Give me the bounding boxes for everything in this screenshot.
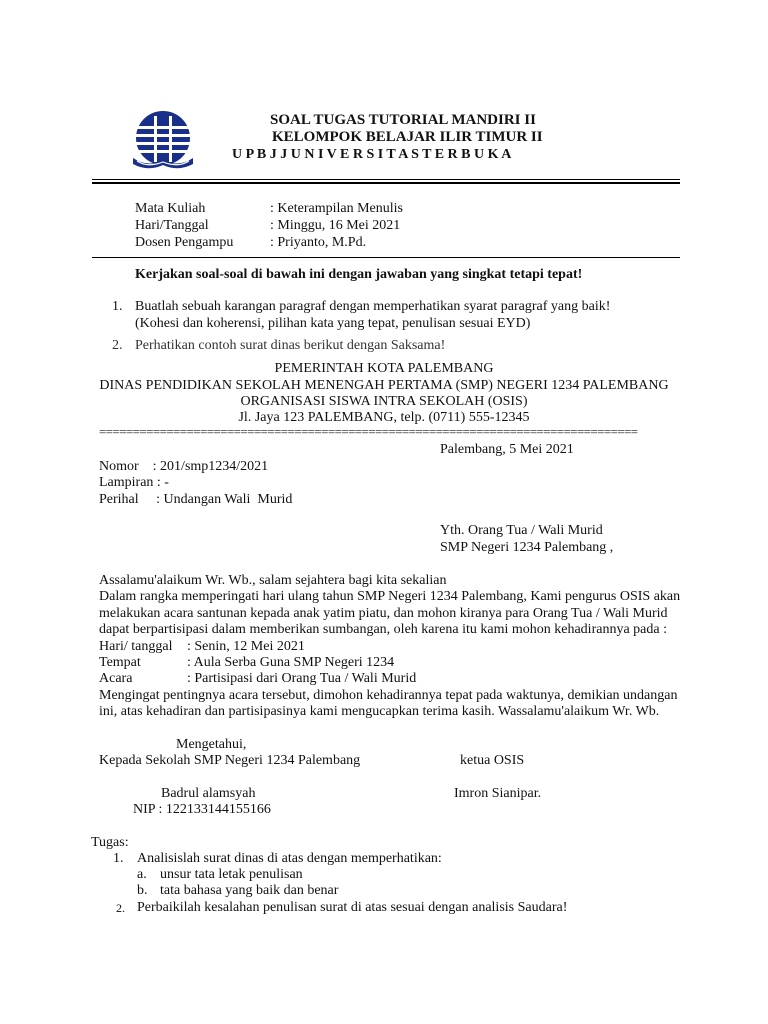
letter-separator: ================================================================================ xyxy=(99,424,638,439)
letter-recipient: Yth. Orang Tua / Wali Murid xyxy=(440,523,603,538)
letter-greeting: Assalamu'alaikum Wr. Wb., salam sejahtera bagi kita sekalian xyxy=(99,573,447,588)
info-divider xyxy=(92,257,680,258)
question-text-continued: (Kohesi dan koherensi, pilihan kata yang tepat, penulisan sesuai EYD) xyxy=(135,316,531,331)
detail-label-day: Hari/ tanggal xyxy=(99,639,173,654)
letter-perihal: Perihal : Undangan Wali Murid xyxy=(99,492,293,507)
left-signer-name: Badrul alamsyah xyxy=(161,786,256,801)
letter-kop-line: ORGANISASI SISWA INTRA SEKOLAH (OSIS) xyxy=(240,394,528,409)
task-text: Analisislah surat dinas di atas dengan memperhatikan: xyxy=(137,851,442,866)
task-text: Perbaikilah kesalahan penulisan surat di atas sesuai dengan analisis Saudara! xyxy=(137,900,568,915)
detail-value-event: : Partisipasi dari Orang Tua / Wali Murid xyxy=(187,671,417,686)
right-signer-name: Imron Sianipar. xyxy=(454,786,542,801)
letter-recipient-school: SMP Negeri 1234 Palembang , xyxy=(440,540,614,555)
letter-kop-line: PEMERINTAH KOTA PALEMBANG xyxy=(274,361,494,376)
detail-label-event: Acara xyxy=(99,671,133,686)
question-text: Perhatikan contoh surat dinas berikut dengan Saksama! xyxy=(135,338,446,353)
letter-kop-line: Jl. Jaya 123 PALEMBANG, telp. (0711) 555-12345 xyxy=(238,410,530,425)
subtask-letter: b. xyxy=(137,883,148,898)
subtask-text: tata bahasa yang baik dan benar xyxy=(160,883,339,898)
letter-lampiran: Lampiran : - xyxy=(99,475,169,490)
letter-body-line: melakukan acara santunan kepada anak yatim piatu, dan mohon kiranya para Orang Tua / Wali Murid xyxy=(99,606,668,621)
instruction-text: Kerjakan soal-soal di bawah ini dengan jawaban yang singkat tetapi tepat! xyxy=(135,267,583,282)
task-number: 2. xyxy=(116,901,125,915)
letter-kop-line: DINAS PENDIDIKAN SEKOLAH MENENGAH PERTAMA (SMP) NEGERI 1234 PALEMBANG xyxy=(99,378,669,393)
info-label-course: Mata Kuliah xyxy=(135,201,206,216)
header-divider-thin xyxy=(92,179,680,180)
subtask-text: unsur tata letak penulisan xyxy=(160,867,303,882)
letter-closing-line: ini, atas kehadiran dan partisipasinya kami mengucapkan terima kasih. Wassalamu'alaikum Wr. Wb. xyxy=(99,704,660,719)
question-number: 1. xyxy=(112,299,123,314)
detail-value-day: : Senin, 12 Mei 2021 xyxy=(187,639,305,654)
left-signer-title: Kepada Sekolah SMP Negeri 1234 Palembang xyxy=(99,753,361,768)
header-institution: U P B J J U N I V E R S I T A S T E R B U K A xyxy=(232,147,512,162)
right-signer-title: ketua OSIS xyxy=(460,753,525,768)
tasks-heading: Tugas: xyxy=(91,835,129,850)
letter-body-line: Dalam rangka memperingati hari ulang tahun SMP Negeri 1234 Palembang, Kami pengurus OSIS akan xyxy=(99,589,681,604)
left-signer-nip: NIP : 122133144155166 xyxy=(133,802,271,817)
info-value-lecturer: : Priyanto, M.Pd. xyxy=(270,235,367,250)
question-number: 2. xyxy=(112,338,123,353)
info-value-date: : Minggu, 16 Mei 2021 xyxy=(270,218,401,233)
info-label-date: Hari/Tanggal xyxy=(135,218,209,233)
header-title: SOAL TUGAS TUTORIAL MANDIRI II xyxy=(270,112,536,128)
letter-place-date: Palembang, 5 Mei 2021 xyxy=(440,442,574,457)
question-text: Buatlah sebuah karangan paragraf dengan memperhatikan syarat paragraf yang baik! xyxy=(135,299,611,314)
task-number: 1. xyxy=(113,851,124,866)
letter-mengetahui: Mengetahui, xyxy=(176,737,247,752)
letter-body-line: dapat berpartisipasi dalam memberikan sumbangan, oleh karena itu kami mohon kehadirannya pada : xyxy=(99,622,667,637)
info-value-course: : Keterampilan Menulis xyxy=(270,201,403,216)
letter-nomor: Nomor : 201/smp1234/2021 xyxy=(99,459,269,474)
universitas-terbuka-logo-icon xyxy=(130,108,196,172)
header-subtitle: KELOMPOK BELAJAR ILIR TIMUR II xyxy=(272,129,543,145)
detail-value-place: : Aula Serba Guna SMP Negeri 1234 xyxy=(187,655,395,670)
info-label-lecturer: Dosen Pengampu xyxy=(135,235,234,250)
header-divider-thick xyxy=(92,182,680,184)
subtask-letter: a. xyxy=(137,867,147,882)
letter-closing-line: Mengingat pentingnya acara tersebut, dimohon kehadirannya tepat pada waktunya, demikian undangan xyxy=(99,688,678,703)
detail-label-place: Tempat xyxy=(99,655,141,670)
